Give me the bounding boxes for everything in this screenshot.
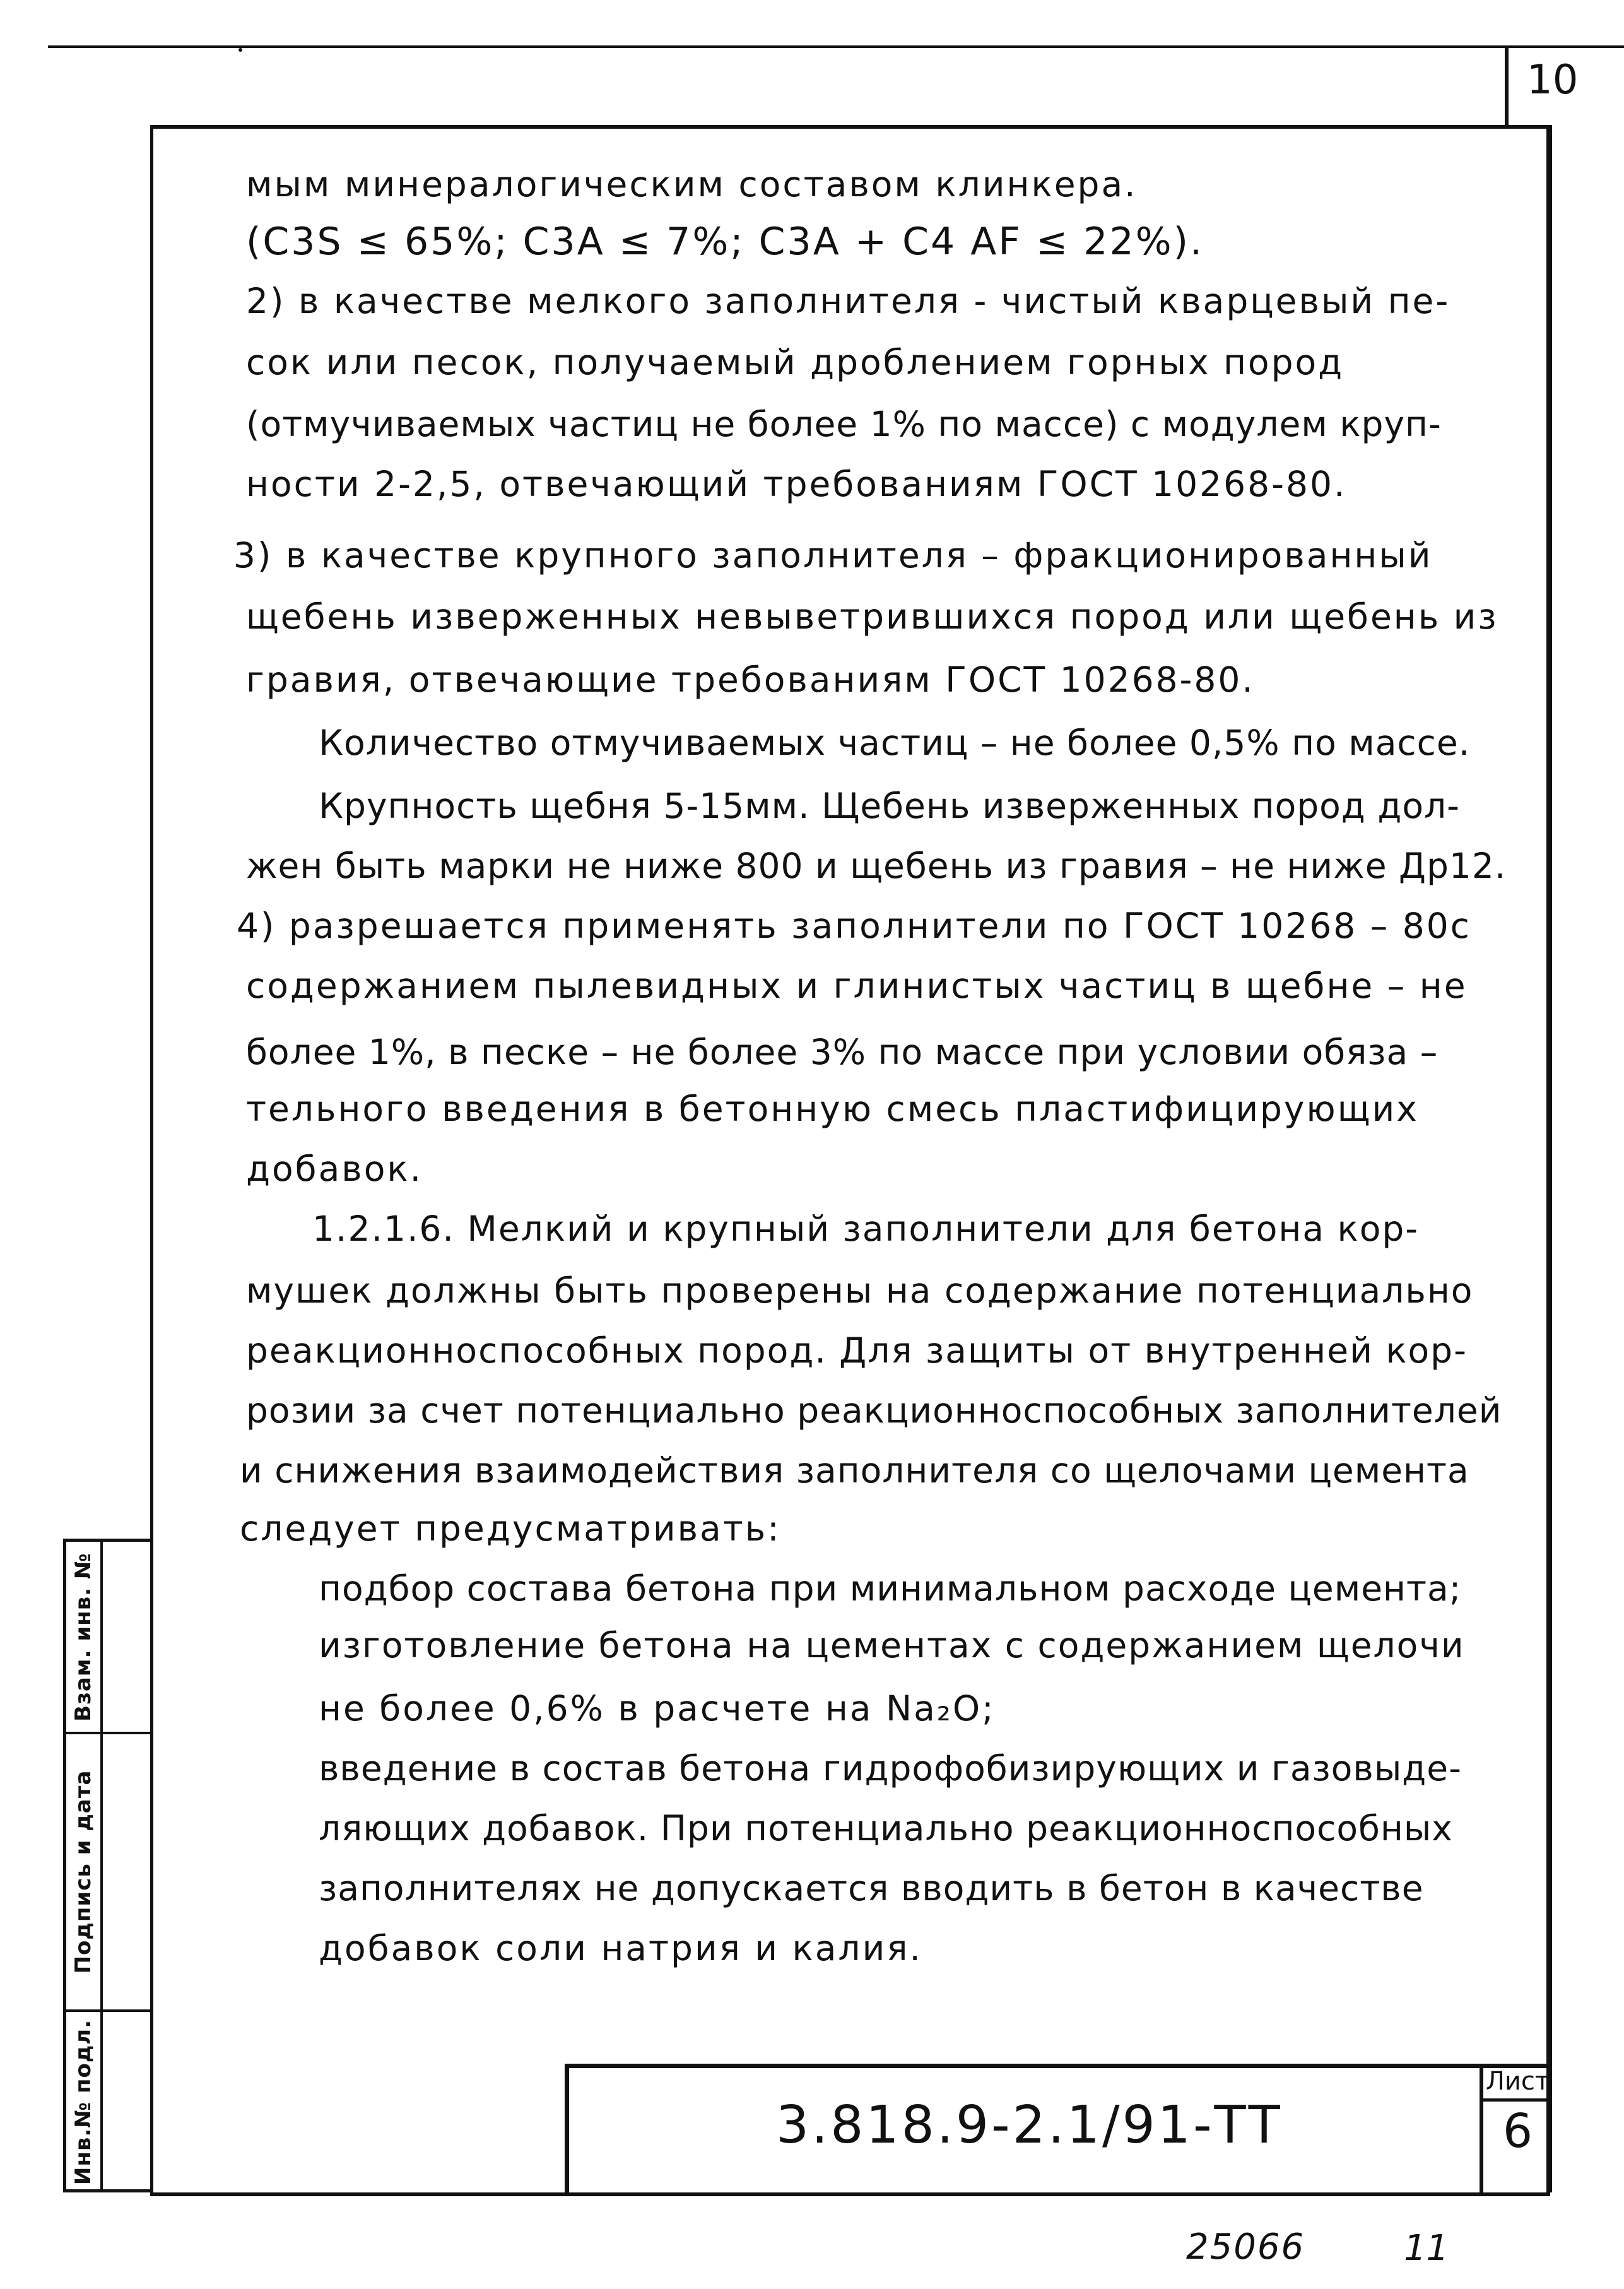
text-line: изготовление бетона на цементах с содержанием щелочи xyxy=(319,1625,1465,1665)
text-line: Крупность щебня 5-15мм. Щебень изверженных пород дол- xyxy=(319,786,1460,826)
text-line: ляющих добавок. При потенциально реакционноспособных xyxy=(319,1808,1453,1848)
side-row-inv-podl xyxy=(66,2012,150,2192)
text-line: мым минералогическим составом клинкера. xyxy=(246,164,1138,204)
text-line: Количество отмучиваемых частиц – не более 0,5% по массе. xyxy=(319,723,1471,763)
document-body xyxy=(233,155,1533,2035)
text-line: и снижения взаимодействия заполнителя со щелочами цемента xyxy=(240,1450,1469,1491)
page-number-top: 10 xyxy=(1527,57,1579,104)
top-rule xyxy=(48,45,1624,48)
sheet-label: Лист xyxy=(1483,2064,1552,2102)
text-line: подбор состава бетона при минимальном расходе цемента; xyxy=(319,1568,1462,1609)
sheet-cell xyxy=(1480,2064,1552,2192)
text-line: щебень изверженных невыветрившихся пород или щебень из xyxy=(246,596,1498,637)
text-line: сок или песок, получаемый дроблением горных пород xyxy=(246,342,1345,382)
text-line: тельного введения в бетонную смесь пластифицирующих xyxy=(246,1089,1419,1129)
scan-speck xyxy=(238,48,242,52)
text-line: ности 2-2,5, отвечающий требованиям ГОСТ 10268-80. xyxy=(246,464,1347,504)
side-label-vzam-inv: Взам. инв. № xyxy=(71,1552,96,1722)
text-line: заполнителях не допускается вводить в бетон в качестве xyxy=(319,1868,1424,1908)
side-label-cell xyxy=(66,2012,103,2192)
side-label-cell xyxy=(66,1734,103,2009)
side-label-podpis-data: Подпись и дата xyxy=(71,1770,96,1974)
text-line: 1.2.1.6. Мелкий и крупный заполнители для бетона кор- xyxy=(312,1209,1420,1249)
text-line: реакционноспособных пород. Для защиты от внутренней кор- xyxy=(246,1330,1468,1371)
text-line: содержанием пылевидных и глинистых частиц в щебне – не xyxy=(246,966,1468,1006)
text-line: 3) в качестве крупного заполнителя – фракционированный xyxy=(233,535,1433,576)
side-row-vzam xyxy=(66,1542,150,1734)
text-line: жен быть марки не ниже 800 и щебень из гравия – не ниже Др12. xyxy=(246,846,1507,886)
text-line: добавок соли натрия и калия. xyxy=(319,1928,922,1968)
side-label-cell xyxy=(66,1542,103,1732)
document-code: 3.818.9-2.1/91-ТТ xyxy=(776,2095,1283,2155)
corner-divider xyxy=(1505,45,1509,127)
text-line: следует предусматривать: xyxy=(240,1508,781,1549)
text-line: 4) разрешается применять заполнители по ГОСТ 10268 – 80с xyxy=(237,906,1471,946)
text-line: 2) в качестве мелкого заполнителя - чистый кварцевый пе- xyxy=(246,281,1450,321)
side-row-podpis xyxy=(66,1734,150,2012)
text-line: более 1%, в песке – не более 3% по массе при условии обяза – xyxy=(246,1032,1439,1072)
text-line: гравия, отвечающие требованиям ГОСТ 10268-80. xyxy=(246,659,1255,700)
text-line: мушек должны быть проверены на содержание потенциально xyxy=(246,1270,1474,1311)
sheet-number: 6 xyxy=(1502,2104,1533,2158)
side-label-inv-podl: Инв.№ подл. xyxy=(71,2019,96,2185)
side-stamp-column xyxy=(63,1539,150,2192)
footer-page: 11 xyxy=(1404,2228,1449,2269)
text-line: (C3S ≤ 65%; C3A ≤ 7%; C3A + C4 AF ≤ 22%). xyxy=(246,220,1204,264)
text-line: не более 0,6% в расчете на Na₂O; xyxy=(319,1688,996,1729)
text-line: розии за счет потенциально реакционноспособных заполнителей xyxy=(246,1390,1502,1431)
footer-number: 25066 xyxy=(1186,2227,1305,2268)
page-frame-right-edge xyxy=(1550,125,1552,2192)
text-line: введение в состав бетона гидрофобизирующих и газовыде- xyxy=(319,1748,1462,1789)
text-line: добавок. xyxy=(246,1149,423,1189)
text-line: (отмучиваемых частиц не более 1% по массе) с модулем круп- xyxy=(246,404,1442,444)
